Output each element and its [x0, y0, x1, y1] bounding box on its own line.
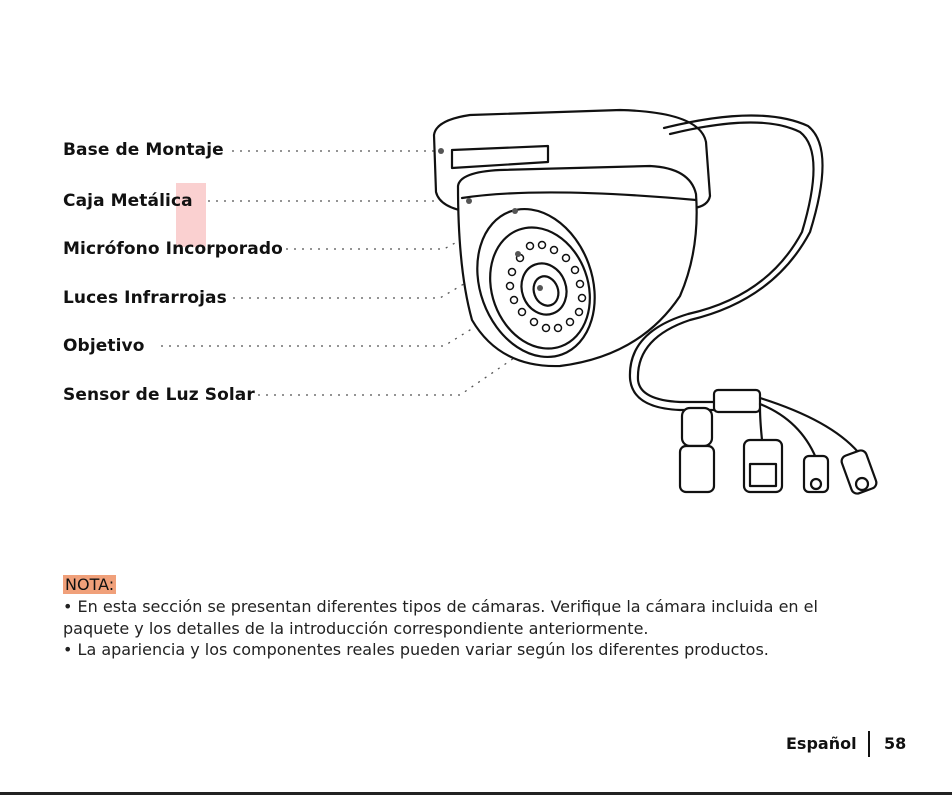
- dc-port: [856, 478, 868, 490]
- cable-junction: [714, 390, 760, 412]
- label-caja-metalica: Caja Metálica: [63, 191, 193, 211]
- camera-drawing: [434, 110, 878, 495]
- note-title: NOTA:: [65, 575, 115, 594]
- label-luces-infrarrojas: Luces Infrarrojas: [63, 288, 227, 308]
- ethernet-port: [750, 464, 776, 486]
- footer-language: Español: [786, 734, 857, 753]
- label-objetivo: Objetivo: [63, 336, 145, 356]
- waterproof-cap-bottom: [680, 446, 714, 492]
- page-number: 58: [884, 734, 907, 753]
- note-line-2: paquete y los detalles de la introducción correspondiente anteriormente.: [63, 619, 649, 638]
- leader-line-sensor: [258, 343, 536, 395]
- label-sensor-de-luz-solar: Sensor de Luz Solar: [63, 385, 255, 405]
- waterproof-cap-top: [682, 408, 712, 446]
- cable-ethernet: [760, 408, 762, 440]
- note-line-3: • La apariencia y los componentes reales pueden variar según los diferentes productos.: [63, 640, 769, 659]
- footer-separator: [868, 731, 870, 757]
- label-microfono-incorporado: Micrófono Incorporado: [63, 239, 283, 259]
- note-line-1: • En esta sección se presentan diferentes tipos de cámaras. Verifique la cámara incluida en el: [63, 597, 818, 616]
- label-base-de-montaje: Base de Montaje: [63, 140, 224, 160]
- audio-port: [811, 479, 821, 489]
